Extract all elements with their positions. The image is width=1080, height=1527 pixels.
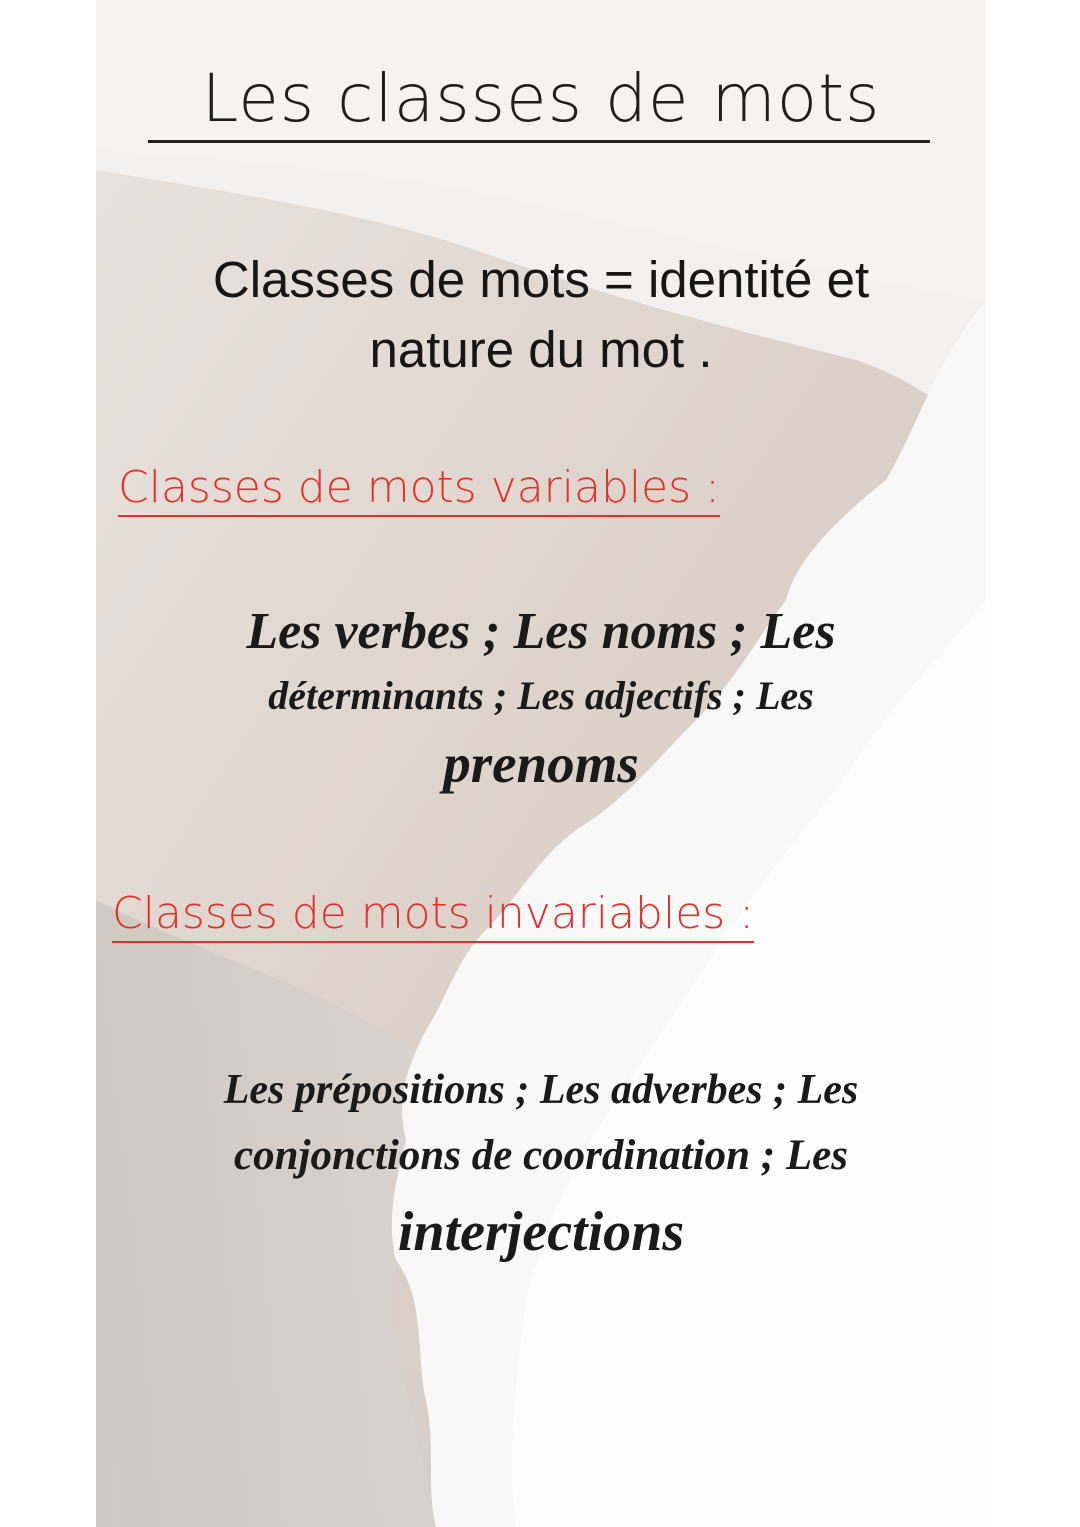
variable-classes-heading	[118, 462, 978, 513]
variable-classes-list	[96, 598, 986, 802]
invariable-list-line-3: interjections	[397, 1201, 685, 1263]
variable-list-line-2: déterminants ; Les adjectifs ; Les	[268, 673, 814, 718]
variable-list-line-3: prenoms	[443, 733, 639, 794]
definition-text	[96, 245, 986, 385]
document-card	[96, 0, 986, 1527]
invariable-list-line-2: conjonctions de coordination ; Les	[234, 1132, 848, 1179]
invariable-classes-heading	[112, 888, 972, 939]
invariable-classes-heading-text: Classes de mots invariables :	[112, 888, 754, 943]
title-underline	[148, 140, 930, 143]
invariable-classes-list	[96, 1058, 986, 1274]
variable-classes-heading-text: Classes de mots variables :	[118, 462, 720, 517]
definition-line-1: Classes de mots = identité et	[212, 251, 870, 308]
variable-list-line-1: Les verbes ; Les noms ; Les	[246, 603, 836, 660]
definition-line-2: nature du mot .	[369, 321, 713, 378]
page-title: Les classes de mots	[201, 60, 881, 137]
invariable-list-line-1: Les prépositions ; Les adverbes ; Les	[223, 1067, 859, 1113]
